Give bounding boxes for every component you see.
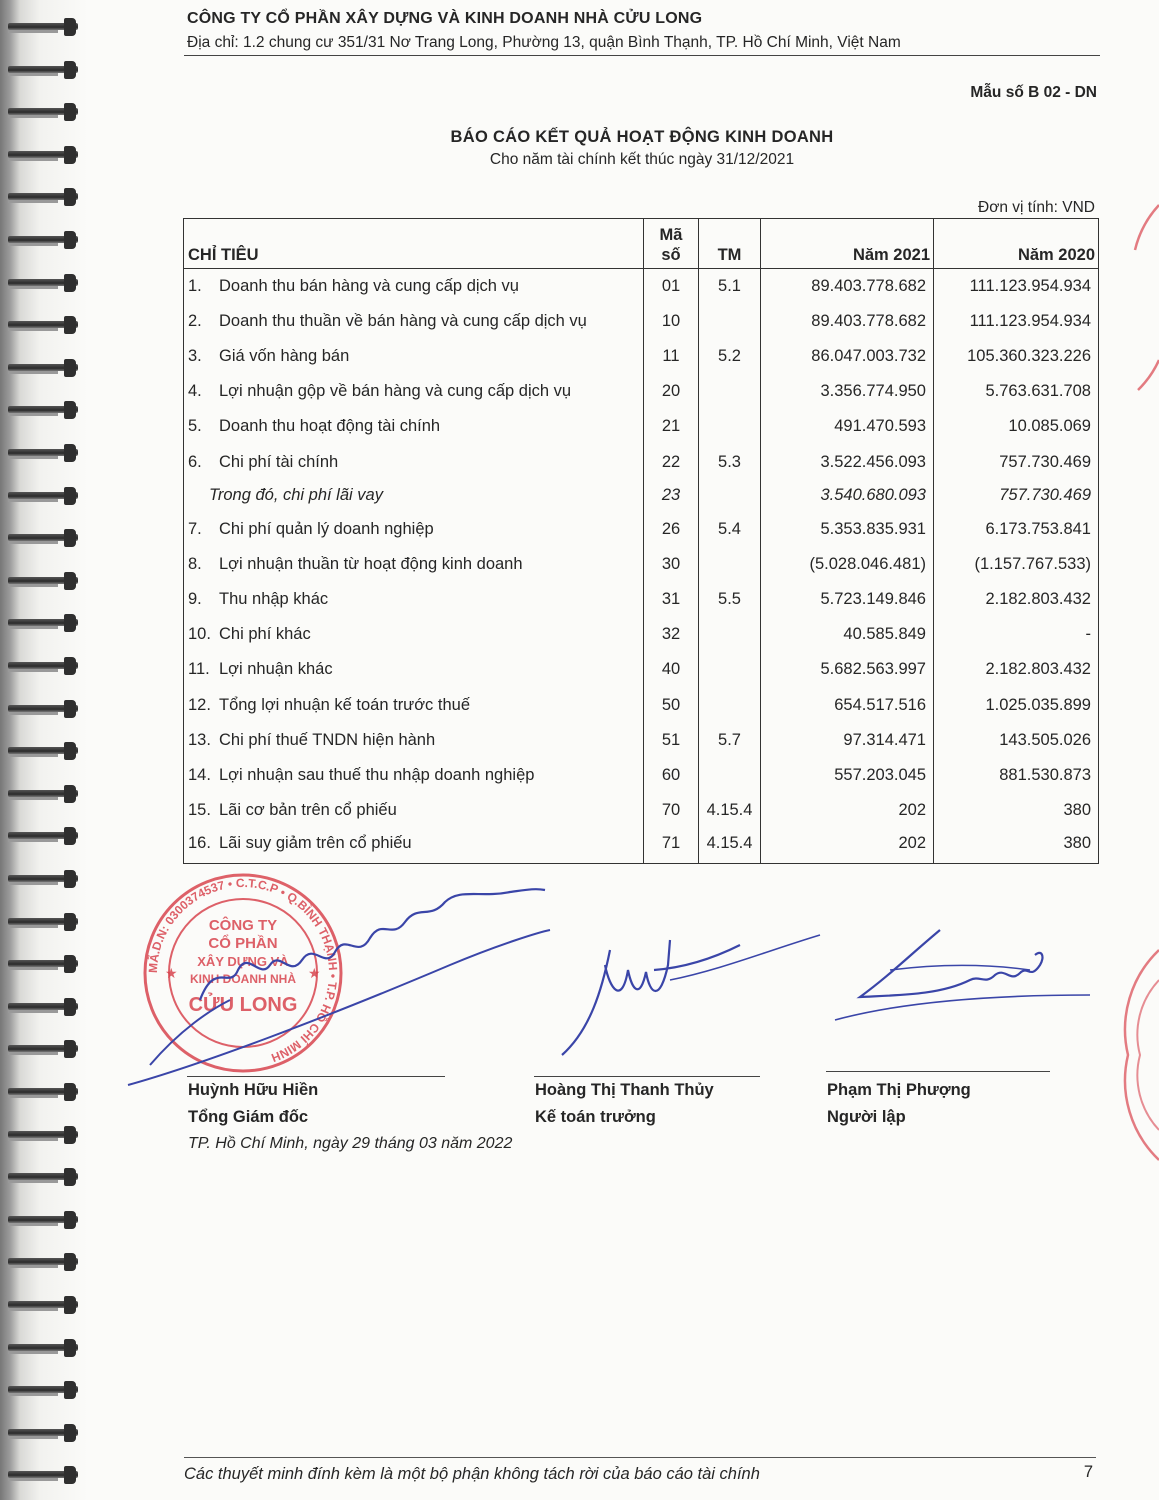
row-code: 32 xyxy=(644,617,699,652)
header-indicator: CHỈ TIÊU xyxy=(184,219,644,269)
row-index: 2. xyxy=(188,311,202,330)
row-indicator-text: Trong đó, chi phí lãi vay xyxy=(209,486,383,505)
row-indicator-text: Doanh thu bán hàng và cung cấp dịch vụ xyxy=(219,276,519,295)
table-row xyxy=(184,339,1099,374)
row-value-2021: 5.353.835.931 xyxy=(761,512,934,547)
row-indicator xyxy=(184,723,644,758)
spiral-coil xyxy=(8,1296,83,1314)
spiral-coil xyxy=(8,1083,83,1101)
row-note xyxy=(699,758,761,793)
place-and-date: TP. Hồ Chí Minh, ngày 29 tháng 03 năm 2022 xyxy=(188,1135,513,1152)
row-value-2020: 757.730.469 xyxy=(934,480,1099,512)
row-code: 21 xyxy=(644,409,699,444)
row-indicator-text: Giá vốn hàng bán xyxy=(219,346,350,365)
signature-chief-accountant xyxy=(550,910,830,1060)
row-value-2020: 881.530.873 xyxy=(934,758,1099,793)
spiral-coil xyxy=(8,955,83,973)
table-row xyxy=(184,269,1099,304)
seal-line-3: XÂY DỰNG VÀ xyxy=(197,954,289,969)
row-indicator xyxy=(184,269,644,304)
table-row xyxy=(184,512,1099,547)
row-indicator-text: Lãi cơ bản trên cổ phiếu xyxy=(219,801,397,820)
spiral-coil xyxy=(8,103,83,121)
row-value-2020: 105.360.323.226 xyxy=(934,339,1099,374)
row-code: 01 xyxy=(644,269,699,304)
company-address: Địa chỉ: 1.2 chung cư 351/31 Nơ Trang Long, Phường 13, quận Bình Thạnh, TP. Hồ Chí Minh, Việt Nam xyxy=(187,34,901,51)
row-index: 1. xyxy=(188,276,202,295)
spiral-coil xyxy=(8,1253,83,1271)
row-value-2021: 3.540.680.093 xyxy=(761,480,934,512)
signatory-name-3: Phạm Thị Phượng xyxy=(827,1081,971,1099)
table-row xyxy=(184,480,1099,512)
signature-preparer xyxy=(830,925,1100,1025)
row-index: 12. xyxy=(188,695,211,714)
seal-line-2: CỔ PHẦN xyxy=(208,935,278,952)
spiral-coil xyxy=(8,998,83,1016)
spiral-coil xyxy=(8,1040,83,1058)
seal-star-right: ★ xyxy=(308,965,321,981)
row-indicator xyxy=(184,480,644,512)
row-value-2020: (1.157.767.533) xyxy=(934,547,1099,582)
row-note: 5.3 xyxy=(699,444,761,479)
row-code: 11 xyxy=(644,339,699,374)
signatory-name-2: Hoàng Thị Thanh Thủy xyxy=(535,1081,714,1099)
signatory-title-1: Tổng Giám đốc xyxy=(188,1108,309,1126)
row-value-2021: 3.522.456.093 xyxy=(761,444,934,479)
signatory-title-3: Người lập xyxy=(827,1108,906,1126)
partial-stamp-top xyxy=(1120,190,1159,410)
row-code: 40 xyxy=(644,652,699,687)
row-index: 11. xyxy=(188,660,210,679)
row-indicator-text: Chi phí quản lý doanh nghiệp xyxy=(219,519,434,538)
table-row xyxy=(184,688,1099,723)
row-indicator xyxy=(184,617,644,652)
row-value-2021: 5.682.563.997 xyxy=(761,652,934,687)
row-value-2021: 86.047.003.732 xyxy=(761,339,934,374)
row-note: 5.4 xyxy=(699,512,761,547)
table-body xyxy=(184,269,1099,864)
row-index: 8. xyxy=(188,554,202,573)
spiral-coil xyxy=(8,657,83,675)
row-note xyxy=(699,304,761,339)
row-indicator xyxy=(184,444,644,479)
row-value-2020: 111.123.954.934 xyxy=(934,304,1099,339)
row-index: 4. xyxy=(188,382,202,401)
spiral-coil xyxy=(8,870,83,888)
row-value-2020: 380 xyxy=(934,793,1099,828)
row-value-2020: 2.182.803.432 xyxy=(934,652,1099,687)
row-indicator-text: Lợi nhuận thuần từ hoạt động kinh doanh xyxy=(219,554,523,573)
row-indicator-text: Thu nhập khác xyxy=(219,590,329,609)
row-indicator xyxy=(184,512,644,547)
table-row xyxy=(184,547,1099,582)
row-indicator xyxy=(184,652,644,687)
row-code: 20 xyxy=(644,374,699,409)
row-index: 6. xyxy=(188,452,202,471)
row-indicator-text: Lợi nhuận gộp về bán hàng và cung cấp dịch vụ xyxy=(219,382,572,401)
row-indicator-text: Doanh thu hoạt động tài chính xyxy=(219,417,441,436)
spiral-coil xyxy=(8,572,83,590)
table-row xyxy=(184,617,1099,652)
row-code: 22 xyxy=(644,444,699,479)
row-value-2021: 202 xyxy=(761,828,934,863)
row-index: 15. xyxy=(188,801,211,820)
row-value-2020: 757.730.469 xyxy=(934,444,1099,479)
row-value-2021: (5.028.046.481) xyxy=(761,547,934,582)
spiral-coil xyxy=(8,146,83,164)
row-indicator xyxy=(184,304,644,339)
row-indicator-text: Doanh thu thuần về bán hàng và cung cấp dịch vụ xyxy=(219,311,587,330)
row-indicator-text: Chi phí tài chính xyxy=(219,452,339,471)
income-statement-table xyxy=(183,218,1099,864)
row-value-2021: 557.203.045 xyxy=(761,758,934,793)
spiral-coil xyxy=(8,529,83,547)
row-value-2021: 40.585.849 xyxy=(761,617,934,652)
row-code: 70 xyxy=(644,793,699,828)
row-indicator xyxy=(184,547,644,582)
seal-ring-text: MÃ.D.N: 0300374537 • C.T.C.P • Q.BÌNH THẠNH • T.P. HỒ CHÍ MINH xyxy=(145,875,341,1065)
table-row xyxy=(184,304,1099,339)
page-number: 7 xyxy=(1083,1463,1093,1481)
spiral-coil xyxy=(8,188,83,206)
spiral-coil xyxy=(8,1168,83,1186)
row-note: 4.15.4 xyxy=(699,828,761,863)
spiral-coil xyxy=(8,1381,83,1399)
table-row xyxy=(184,652,1099,687)
form-code: Mẫu số B 02 - DN xyxy=(970,84,1097,101)
row-indicator-text: Tổng lợi nhuận kế toán trước thuế xyxy=(219,695,470,714)
row-value-2021: 3.356.774.950 xyxy=(761,374,934,409)
table-row xyxy=(184,723,1099,758)
row-code: 60 xyxy=(644,758,699,793)
spiral-coil xyxy=(8,785,83,803)
spiral-coil xyxy=(8,614,83,632)
row-code: 51 xyxy=(644,723,699,758)
row-indicator-text: Chi phí khác xyxy=(219,625,311,644)
row-value-2021: 89.403.778.682 xyxy=(761,304,934,339)
row-value-2020: 2.182.803.432 xyxy=(934,582,1099,617)
table-row xyxy=(184,374,1099,409)
header-note: TM xyxy=(699,219,761,269)
row-note xyxy=(699,374,761,409)
header-code-line2: số xyxy=(661,246,681,264)
row-code: 26 xyxy=(644,512,699,547)
row-value-2021: 97.314.471 xyxy=(761,723,934,758)
table-row xyxy=(184,828,1099,863)
table-row xyxy=(184,758,1099,793)
seal-line-4: KINH DOANH NHÀ xyxy=(190,972,296,986)
header-year-2021: Năm 2021 xyxy=(761,219,934,269)
spiral-binding xyxy=(0,0,88,1500)
row-value-2021: 5.723.149.846 xyxy=(761,582,934,617)
spiral-coil xyxy=(8,444,83,462)
row-value-2020: - xyxy=(934,617,1099,652)
row-value-2021: 654.517.516 xyxy=(761,688,934,723)
row-index: 3. xyxy=(188,346,202,365)
spiral-coil xyxy=(8,827,83,845)
table-row xyxy=(184,444,1099,479)
row-indicator-text: Lợi nhuận khác xyxy=(219,660,333,679)
row-note xyxy=(699,547,761,582)
table-row xyxy=(184,409,1099,444)
row-value-2020: 1.025.035.899 xyxy=(934,688,1099,723)
row-note: 5.2 xyxy=(699,339,761,374)
row-indicator-text: Chi phí thuế TNDN hiện hành xyxy=(219,730,436,749)
signature-line-1 xyxy=(187,1076,445,1077)
row-note: 5.5 xyxy=(699,582,761,617)
spiral-coil xyxy=(8,274,83,292)
row-index: 10. xyxy=(188,625,211,644)
table-row xyxy=(184,582,1099,617)
table-row xyxy=(184,793,1099,828)
row-value-2021: 202 xyxy=(761,793,934,828)
row-note xyxy=(699,652,761,687)
signatory-name-1: Huỳnh Hữu Hiền xyxy=(188,1081,319,1099)
row-indicator xyxy=(184,339,644,374)
partial-stamp-bottom xyxy=(1108,940,1159,1170)
header-divider xyxy=(184,55,1100,56)
row-value-2021: 491.470.593 xyxy=(761,409,934,444)
row-indicator-text: Lãi suy giảm trên cổ phiếu xyxy=(219,834,412,853)
spiral-coil xyxy=(8,18,83,36)
row-code: 31 xyxy=(644,582,699,617)
table-header-row xyxy=(184,219,1099,269)
spiral-coil xyxy=(8,61,83,79)
spiral-coil xyxy=(8,231,83,249)
row-index: 14. xyxy=(188,766,211,785)
row-indicator xyxy=(184,688,644,723)
signature-director xyxy=(120,870,560,1090)
footer-divider xyxy=(184,1457,1096,1458)
row-value-2021: 89.403.778.682 xyxy=(761,269,934,304)
spiral-coil xyxy=(8,1466,83,1484)
row-note xyxy=(699,688,761,723)
spiral-coil xyxy=(8,1211,83,1229)
seal-line-5: CỬU LONG xyxy=(188,994,298,1016)
row-value-2020: 380 xyxy=(934,828,1099,863)
header-year-2020: Năm 2020 xyxy=(934,219,1099,269)
spiral-coil xyxy=(8,913,83,931)
row-index: 7. xyxy=(188,519,202,538)
spiral-coil xyxy=(8,316,83,334)
row-note xyxy=(699,409,761,444)
row-indicator xyxy=(184,828,644,863)
row-indicator xyxy=(184,582,644,617)
row-value-2020: 10.085.069 xyxy=(934,409,1099,444)
row-note: 5.1 xyxy=(699,269,761,304)
header-code xyxy=(644,219,699,269)
spiral-coil xyxy=(8,742,83,760)
row-value-2020: 5.763.631.708 xyxy=(934,374,1099,409)
spiral-coil xyxy=(8,700,83,718)
row-value-2020: 6.173.753.841 xyxy=(934,512,1099,547)
row-note xyxy=(699,480,761,512)
row-code: 10 xyxy=(644,304,699,339)
row-index: 16. xyxy=(188,834,211,853)
row-value-2020: 143.505.026 xyxy=(934,723,1099,758)
row-indicator xyxy=(184,758,644,793)
spiral-coil xyxy=(8,487,83,505)
row-note: 4.15.4 xyxy=(699,793,761,828)
row-note: 5.7 xyxy=(699,723,761,758)
row-indicator xyxy=(184,374,644,409)
report-title: BÁO CÁO KẾT QUẢ HOẠT ĐỘNG KINH DOANH xyxy=(450,128,834,146)
row-code: 23 xyxy=(644,480,699,512)
row-index: 5. xyxy=(188,417,202,436)
row-indicator-text: Lợi nhuận sau thuế thu nhập doanh nghiệp xyxy=(219,766,535,785)
spiral-coil xyxy=(8,1126,83,1144)
spiral-coil xyxy=(8,401,83,419)
seal-line-1: CÔNG TY xyxy=(208,917,278,934)
signatory-title-2: Kế toán trưởng xyxy=(535,1108,656,1126)
row-note xyxy=(699,617,761,652)
row-code: 30 xyxy=(644,547,699,582)
row-code: 71 xyxy=(644,828,699,863)
row-value-2020: 111.123.954.934 xyxy=(934,269,1099,304)
row-code: 50 xyxy=(644,688,699,723)
signature-line-3 xyxy=(826,1071,1050,1072)
spiral-coil xyxy=(8,359,83,377)
currency-unit: Đơn vị tính: VND xyxy=(978,199,1095,216)
signature-line-2 xyxy=(534,1076,760,1077)
row-indicator xyxy=(184,793,644,828)
row-indicator xyxy=(184,409,644,444)
header-code-line1: Mã xyxy=(659,226,683,244)
seal-star-left: ★ xyxy=(165,965,178,981)
footer-note: Các thuyết minh đính kèm là một bộ phận không tách rời của báo cáo tài chính xyxy=(184,1465,760,1483)
report-subtitle: Cho năm tài chính kết thúc ngày 31/12/2021 xyxy=(489,151,795,168)
company-name: CÔNG TY CỔ PHẦN XÂY DỰNG VÀ KINH DOANH NHÀ CỬU LONG xyxy=(187,10,703,27)
spiral-coil xyxy=(8,1424,83,1442)
row-index: 9. xyxy=(188,590,202,609)
row-index: 13. xyxy=(188,730,211,749)
spiral-coil xyxy=(8,1339,83,1357)
